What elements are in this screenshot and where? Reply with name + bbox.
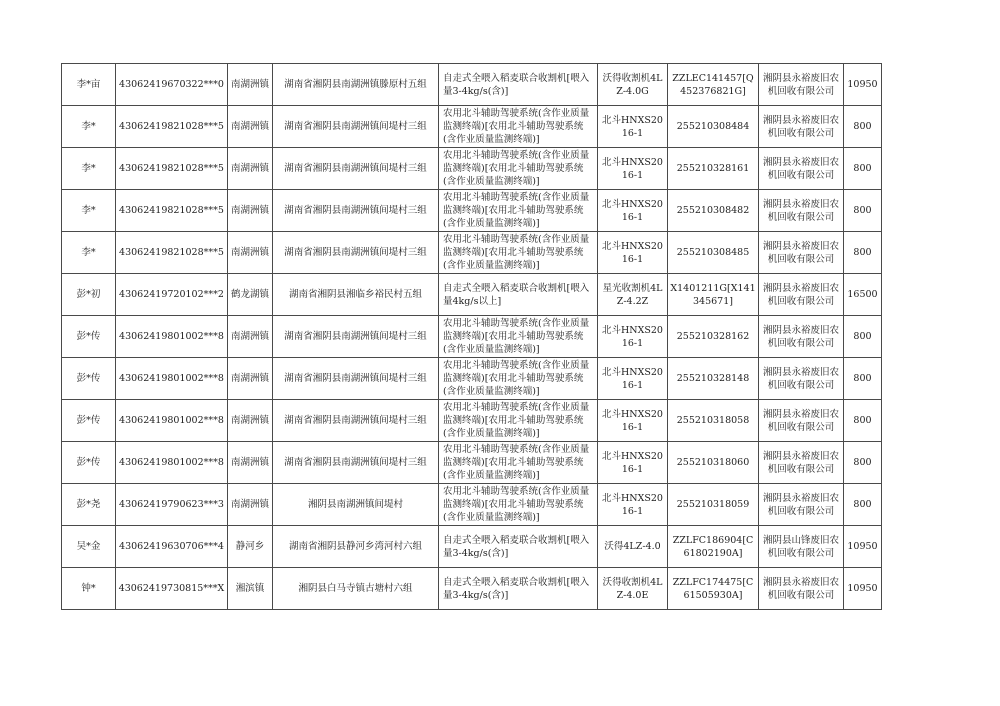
town-cell: 南湖洲镇: [228, 484, 273, 526]
machine-item-cell: 农用北斗辅助驾驶系统(含作业质量监测终端)[农用北斗辅助驾驶系统(含作业质量监测终端)]: [439, 190, 598, 232]
id-number-cell: 43062419801002***8: [116, 400, 228, 442]
machine-item-cell: 自走式全喂入稻麦联合收割机[喂入量3-4kg/s(含)]: [439, 568, 598, 610]
model-cell: 沃得4LZ-4.0: [598, 526, 668, 568]
model-cell: 星光收割机4LZ-4.2Z: [598, 274, 668, 316]
recycling-company-cell: 湘阴县永裕废旧农机回收有限公司: [759, 400, 844, 442]
model-cell: 北斗HNXS2016-1: [598, 484, 668, 526]
subsidy-amount-cell: 800: [844, 316, 882, 358]
model-cell: 北斗HNXS2016-1: [598, 316, 668, 358]
town-cell: 南湖洲镇: [228, 316, 273, 358]
id-number-cell: 43062419821028***5: [116, 190, 228, 232]
machine-item-cell: 农用北斗辅助驾驶系统(含作业质量监测终端)[农用北斗辅助驾驶系统(含作业质量监测终端)]: [439, 316, 598, 358]
town-cell: 南湖洲镇: [228, 442, 273, 484]
serial-number-cell: 255210308482: [668, 190, 759, 232]
owner-name-cell: 李*: [62, 106, 116, 148]
table-row: [62, 232, 882, 274]
owner-name-cell: 李*亩: [62, 64, 116, 106]
subsidy-amount-cell: 10950: [844, 64, 882, 106]
owner-name-cell: 彭*传: [62, 316, 116, 358]
table-row: [62, 568, 882, 610]
serial-number-cell: 255210318058: [668, 400, 759, 442]
table-row: [62, 484, 882, 526]
serial-number-cell: 255210308485: [668, 232, 759, 274]
subsidy-amount-cell: 16500: [844, 274, 882, 316]
serial-number-cell: 255210328161: [668, 148, 759, 190]
model-cell: 沃得收割机4LZ-4.0E: [598, 568, 668, 610]
id-number-cell: 43062419790623***3: [116, 484, 228, 526]
recycling-company-cell: 湘阴县永裕废旧农机回收有限公司: [759, 148, 844, 190]
owner-name-cell: 吴*金: [62, 526, 116, 568]
address-cell: 湘阴县白马寺镇古塘村六组: [273, 568, 439, 610]
id-number-cell: 43062419821028***5: [116, 148, 228, 190]
machine-item-cell: 农用北斗辅助驾驶系统(含作业质量监测终端)[农用北斗辅助驾驶系统(含作业质量监测终端)]: [439, 442, 598, 484]
model-cell: 北斗HNXS2016-1: [598, 442, 668, 484]
subsidy-amount-cell: 800: [844, 442, 882, 484]
town-cell: 南湖洲镇: [228, 190, 273, 232]
table-row: [62, 400, 882, 442]
address-cell: 湖南省湘阴县湘临乡裕民村五组: [273, 274, 439, 316]
address-cell: 湖南省湘阴县南湖洲镇间堤村三组: [273, 442, 439, 484]
town-cell: 南湖洲镇: [228, 106, 273, 148]
owner-name-cell: 李*: [62, 232, 116, 274]
town-cell: 南湖洲镇: [228, 232, 273, 274]
machine-item-cell: 农用北斗辅助驾驶系统(含作业质量监测终端)[农用北斗辅助驾驶系统(含作业质量监测终端)]: [439, 484, 598, 526]
machine-item-cell: 农用北斗辅助驾驶系统(含作业质量监测终端)[农用北斗辅助驾驶系统(含作业质量监测终端)]: [439, 232, 598, 274]
address-cell: 湖南省湘阴县南湖洲镇间堤村三组: [273, 106, 439, 148]
serial-number-cell: ZZLEC141457[Q452376821G]: [668, 64, 759, 106]
serial-number-cell: 255210318059: [668, 484, 759, 526]
recycling-company-cell: 湘阴县永裕废旧农机回收有限公司: [759, 568, 844, 610]
town-cell: 南湖洲镇: [228, 148, 273, 190]
town-cell: 南湖洲镇: [228, 400, 273, 442]
recycling-company-cell: 湘阴县永裕废旧农机回收有限公司: [759, 64, 844, 106]
town-cell: 南湖洲镇: [228, 358, 273, 400]
table-body: [62, 64, 882, 610]
address-cell: 湖南省湘阴县南湖洲镇间堤村三组: [273, 316, 439, 358]
recycling-company-cell: 湘阴县永裕废旧农机回收有限公司: [759, 316, 844, 358]
subsidy-amount-cell: 800: [844, 400, 882, 442]
town-cell: 南湖洲镇: [228, 64, 273, 106]
serial-number-cell: 255210318060: [668, 442, 759, 484]
id-number-cell: 43062419821028***5: [116, 232, 228, 274]
owner-name-cell: 彭*初: [62, 274, 116, 316]
id-number-cell: 43062419730815***X: [116, 568, 228, 610]
subsidy-amount-cell: 10950: [844, 568, 882, 610]
owner-name-cell: 彭*传: [62, 400, 116, 442]
table-row: [62, 64, 882, 106]
model-cell: 北斗HNXS2016-1: [598, 190, 668, 232]
machine-item-cell: 农用北斗辅助驾驶系统(含作业质量监测终端)[农用北斗辅助驾驶系统(含作业质量监测终端)]: [439, 148, 598, 190]
recycling-company-cell: 湘阴县永裕废旧农机回收有限公司: [759, 442, 844, 484]
id-number-cell: 43062419801002***8: [116, 316, 228, 358]
subsidy-amount-cell: 800: [844, 484, 882, 526]
owner-name-cell: 彭*尧: [62, 484, 116, 526]
owner-name-cell: 李*: [62, 190, 116, 232]
address-cell: 湖南省湘阴县南湖洲镇滕原村五组: [273, 64, 439, 106]
serial-number-cell: ZZLFC186904[C61802190A]: [668, 526, 759, 568]
table-row: [62, 148, 882, 190]
machine-item-cell: 农用北斗辅助驾驶系统(含作业质量监测终端)[农用北斗辅助驾驶系统(含作业质量监测终端)]: [439, 358, 598, 400]
owner-name-cell: 李*: [62, 148, 116, 190]
table-row: [62, 274, 882, 316]
serial-number-cell: 255210308484: [668, 106, 759, 148]
id-number-cell: 43062419821028***5: [116, 106, 228, 148]
recycling-company-cell: 湘阴县永裕废旧农机回收有限公司: [759, 190, 844, 232]
serial-number-cell: ZZLFC174475[C61505930A]: [668, 568, 759, 610]
owner-name-cell: 彭*传: [62, 358, 116, 400]
subsidy-amount-cell: 800: [844, 232, 882, 274]
model-cell: 北斗HNXS2016-1: [598, 106, 668, 148]
machine-item-cell: 农用北斗辅助驾驶系统(含作业质量监测终端)[农用北斗辅助驾驶系统(含作业质量监测终端)]: [439, 106, 598, 148]
recycling-company-cell: 湘阴县永裕废旧农机回收有限公司: [759, 274, 844, 316]
subsidy-amount-cell: 800: [844, 190, 882, 232]
town-cell: 静河乡: [228, 526, 273, 568]
machine-item-cell: 农用北斗辅助驾驶系统(含作业质量监测终端)[农用北斗辅助驾驶系统(含作业质量监测终端)]: [439, 400, 598, 442]
machine-item-cell: 自走式全喂入稻麦联合收割机[喂入量3-4kg/s(含)]: [439, 526, 598, 568]
table-row: [62, 442, 882, 484]
model-cell: 沃得收割机4LZ-4.0G: [598, 64, 668, 106]
address-cell: 湖南省湘阴县静河乡湾河村六组: [273, 526, 439, 568]
table-row: [62, 316, 882, 358]
address-cell: 湘阴县南湖洲镇间堤村: [273, 484, 439, 526]
town-cell: 湘滨镇: [228, 568, 273, 610]
subsidy-amount-cell: 800: [844, 106, 882, 148]
subsidy-table: [61, 63, 882, 610]
serial-number-cell: 255210328148: [668, 358, 759, 400]
recycling-company-cell: 湘阴县永裕废旧农机回收有限公司: [759, 106, 844, 148]
address-cell: 湖南省湘阴县南湖洲镇间堤村三组: [273, 148, 439, 190]
recycling-company-cell: 湘阴县永裕废旧农机回收有限公司: [759, 358, 844, 400]
recycling-company-cell: 湘阴县山锋废旧农机回收有限公司: [759, 526, 844, 568]
owner-name-cell: 彭*传: [62, 442, 116, 484]
subsidy-amount-cell: 800: [844, 358, 882, 400]
id-number-cell: 43062419801002***8: [116, 442, 228, 484]
machine-item-cell: 自走式全喂入稻麦联合收割机[喂入量3-4kg/s(含)]: [439, 64, 598, 106]
id-number-cell: 43062419670322***0: [116, 64, 228, 106]
town-cell: 鹤龙湖镇: [228, 274, 273, 316]
owner-name-cell: 钟*: [62, 568, 116, 610]
address-cell: 湖南省湘阴县南湖洲镇间堤村三组: [273, 400, 439, 442]
recycling-company-cell: 湘阴县永裕废旧农机回收有限公司: [759, 232, 844, 274]
serial-number-cell: X1401211G[X141345671]: [668, 274, 759, 316]
table-row: [62, 190, 882, 232]
model-cell: 北斗HNXS2016-1: [598, 358, 668, 400]
subsidy-amount-cell: 10950: [844, 526, 882, 568]
address-cell: 湖南省湘阴县南湖洲镇间堤村三组: [273, 358, 439, 400]
subsidy-amount-cell: 800: [844, 148, 882, 190]
address-cell: 湖南省湘阴县南湖洲镇间堤村三组: [273, 190, 439, 232]
model-cell: 北斗HNXS2016-1: [598, 148, 668, 190]
machine-item-cell: 自走式全喂入稻麦联合收割机[喂入量4kg/s以上]: [439, 274, 598, 316]
table-row: [62, 358, 882, 400]
table-row: [62, 526, 882, 568]
model-cell: 北斗HNXS2016-1: [598, 400, 668, 442]
recycling-company-cell: 湘阴县永裕废旧农机回收有限公司: [759, 484, 844, 526]
model-cell: 北斗HNXS2016-1: [598, 232, 668, 274]
serial-number-cell: 255210328162: [668, 316, 759, 358]
address-cell: 湖南省湘阴县南湖洲镇间堤村三组: [273, 232, 439, 274]
table-row: [62, 106, 882, 148]
id-number-cell: 43062419801002***8: [116, 358, 228, 400]
id-number-cell: 43062419720102***2: [116, 274, 228, 316]
id-number-cell: 43062419630706***4: [116, 526, 228, 568]
